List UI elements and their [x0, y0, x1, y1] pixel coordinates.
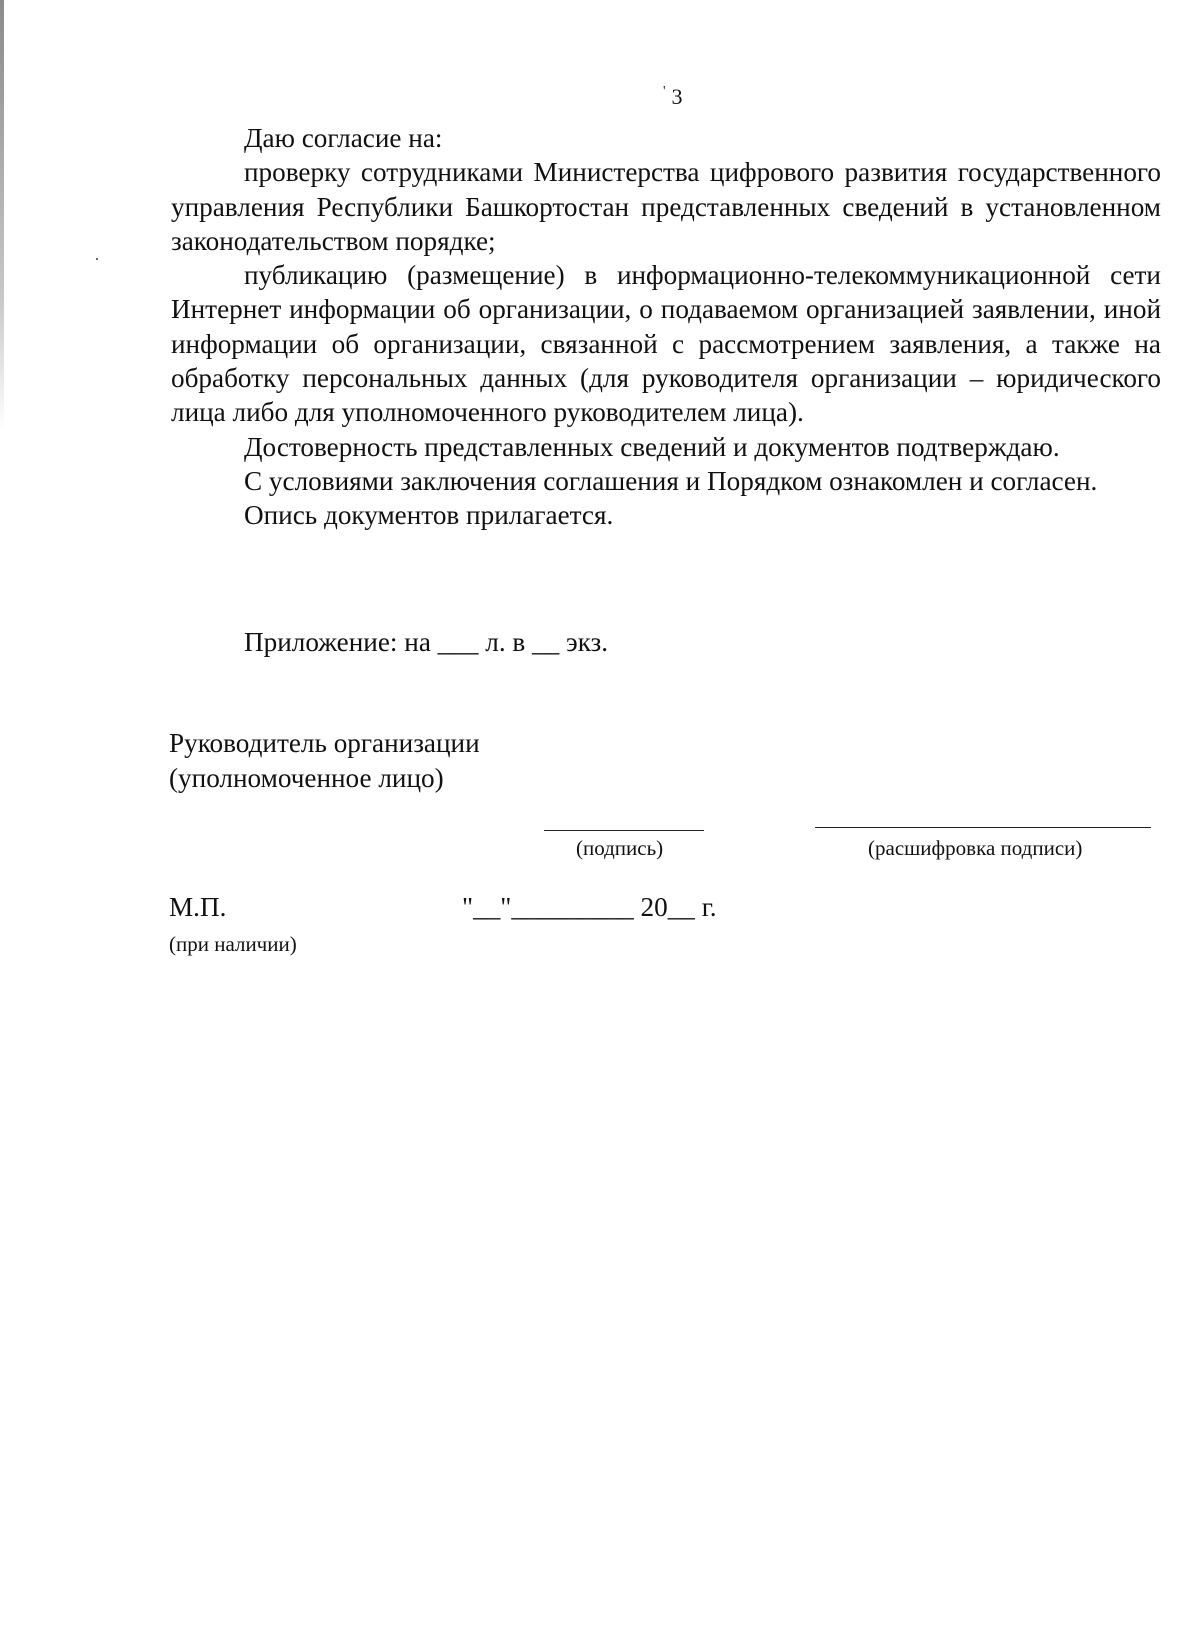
confirmation-paragraph: Достоверность представленных сведений и документов подтверждаю. — [244, 431, 1060, 462]
consent-intro: Даю согласие на: — [244, 123, 443, 153]
page-mark: ' — [663, 84, 666, 99]
consent-check-paragraph: проверку сотрудниками Министерства цифрового развития государственного управления Республики Башкортостан представленных сведений в установленном законодательством порядке; — [171, 157, 1161, 256]
date-line: "__"_________ 20__ г. — [462, 892, 717, 922]
signature-line — [544, 830, 704, 831]
head-label-line2: (уполномоченное лицо) — [169, 762, 444, 793]
head-label-line1: Руководитель организации — [169, 728, 480, 758]
seal-label: М.П. — [169, 892, 227, 922]
inventory-paragraph: Опись документов прилагается. — [244, 500, 614, 531]
appendix-line: Приложение: на ___ л. в __ экз. — [244, 627, 609, 657]
consent-publication-paragraph: публикацию (размещение) в информационно-телекоммуникационной сети Интернет информации об организации, о подаваемом организацией заявлении, иной информации об организации, связанной с рассмотрением заявления, а также на обработку персональных данных (для руководителя организации – юридического лица либо для уполномоченного руководителем лица). — [171, 260, 1161, 428]
signature-caption: (подпись) — [576, 836, 664, 860]
signature-decoding-line — [815, 827, 1151, 828]
conditions-paragraph: С условиями заключения соглашения и Порядком ознакомлен и согласен. — [244, 465, 1098, 496]
consent-body — [171, 121, 1161, 533]
page-number — [663, 84, 683, 110]
head-of-organization-label — [169, 726, 480, 795]
seal-caption: (при наличии) — [169, 932, 297, 956]
page-number-value: 3 — [671, 84, 683, 109]
scan-speck — [96, 258, 98, 260]
signature-decoding-caption: (расшифровка подписи) — [868, 836, 1083, 860]
scan-edge-shadow — [0, 0, 4, 430]
